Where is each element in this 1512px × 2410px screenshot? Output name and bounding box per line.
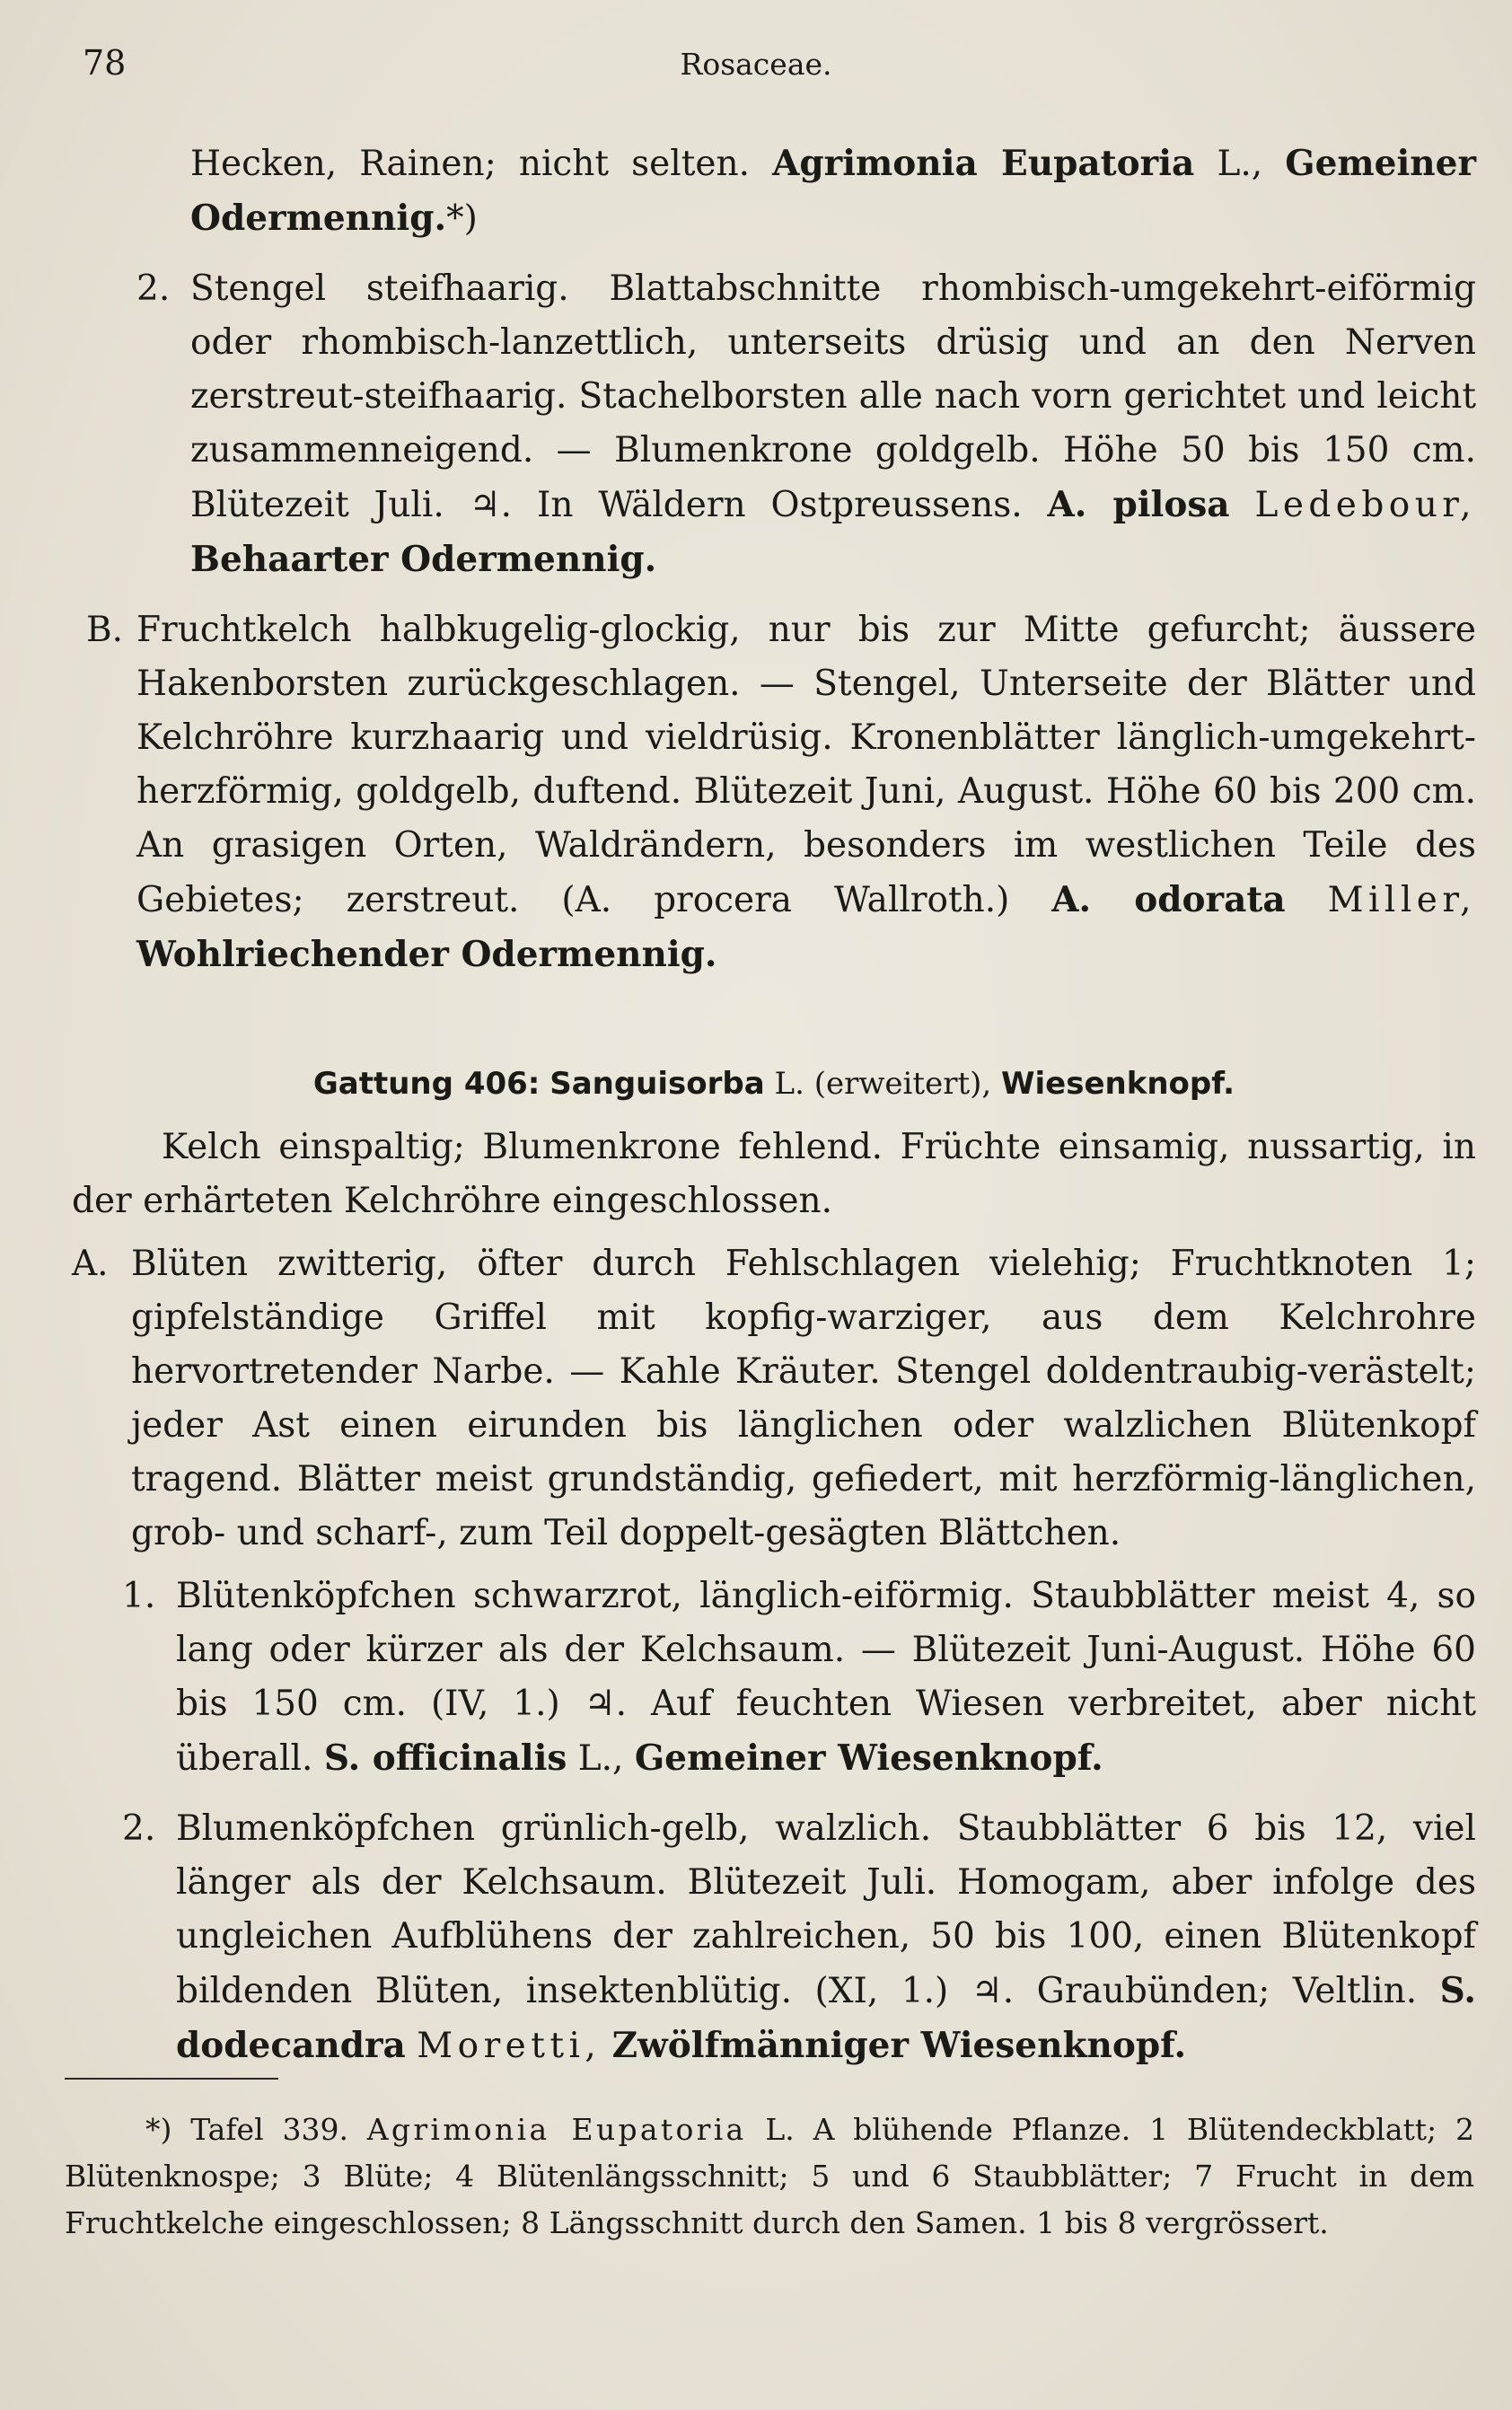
item-label: 2. [136, 268, 171, 309]
key-item-2-pilosa [136, 262, 1476, 587]
item-label: 1. [122, 1576, 156, 1616]
author: L., [577, 1738, 624, 1779]
footnote-plate: Tafel 339. [190, 2112, 348, 2147]
common-name: Gemeiner Odermennig. [190, 143, 1476, 239]
species-name: Agrimonia Eupatoria [772, 143, 1195, 184]
page-number: 78 [83, 43, 127, 83]
footnote-species: Agrimonia Eupatoria [366, 2112, 747, 2147]
footnote-text: L. A blühende Pflanze. 1 Blütendeckblatt; 2 Blütenknospe; 3 Blüte; 4 Blütenlängsschnitt; 5 und 6 Staubblätter; 7 Frucht in dem Fruchtkelche eingeschlossen; 8 Längsschnitt durch den Samen. 1 bis 8 vergrössert. [65, 2112, 1474, 2240]
species-name: S. officinalis [323, 1737, 567, 1779]
genus-description: Kelch einspaltig; Blumenkrone fehlend. Früchte einsamig, nussartig, in der erhärteten Kelchröhre eingeschlossen. [72, 1127, 1476, 1221]
item-text [176, 1802, 1476, 2073]
page-header [0, 43, 1512, 88]
item-text [176, 1570, 1476, 1786]
species-name: S. dodecandra [176, 1970, 1476, 2066]
author: Miller, [1327, 880, 1477, 920]
footnote-marker: *) [145, 2112, 172, 2147]
species-name: A. pilosa [1047, 484, 1230, 525]
genus-common-name: Wiesenknopf. [1001, 1066, 1235, 1102]
genus-heading [72, 1063, 1476, 1104]
key-item-A2-dodecandra [122, 1802, 1476, 2073]
description: Blütenköpfchen schwarzrot, länglich-eiförmig. Staubblätter meist 4, so lang oder kürzer als der Kelchsaum. — Blütezeit Juni-August. Höhe 60 bis 150 cm. (IV, 1.) ♃. Auf feuchten Wiesen verbreitet, aber nicht überall. [176, 1576, 1476, 1779]
item-label: B. [86, 610, 124, 650]
description: Stengel steifhaarig. Blattabschnitte rhombisch-umgekehrt-eiförmig oder rhombisch-lanzettlich, unterseits drüsig und an den Nerven zerstreut-steifhaarig. Stachelborsten alle nach vorn gerichtet und leicht zusammenneigend. — Blumenkrone goldgelb. Höhe 50 bis 150 cm. Blütezeit Juli. ♃. In Wäldern Ostpreussens. [190, 268, 1476, 525]
genus-name: Sanguisorba [549, 1066, 765, 1102]
key-item-A1-officinalis [122, 1570, 1476, 1786]
description: Fruchtkelch halbkugelig-glockig, nur bis zur Mitte gefurcht; äussere Hakenborsten zurückgeschlagen. — Stengel, Unterseite der Blätter und Kelchröhre kurzhaarig und vieldrüsig. Kronenblätter länglich-umgekehrt-herzförmig, goldgelb, duftend. Blütezeit Juni, August. Höhe 60 bis 200 cm. An grasigen Orten, Waldrändern, besonders im westlichen Teile des Gebietes; zerstreut. (A. procera Wallroth.) [136, 610, 1476, 920]
key-item-A [72, 1237, 1476, 1561]
common-name: Behaarter Odermennig. [190, 539, 657, 580]
footnote-marker: *) [446, 198, 478, 239]
common-name: Zwölfmänniger Wiesenknopf. [611, 2025, 1187, 2066]
species-name: A. odorata [1051, 879, 1286, 920]
common-name: Gemeiner Wiesenknopf. [634, 1737, 1103, 1779]
footnote-rule [65, 2078, 278, 2080]
author: Ledebour, [1254, 485, 1476, 525]
common-name: Wohlriechender Odermennig. [136, 934, 717, 975]
author: L., [1217, 144, 1263, 184]
description: Blumenköpfchen grünlich-gelb, walzlich. Staubblätter 6 bis 12, viel länger als der Kelchsaum. Blütezeit Juli. Homogam, aber infolge des ungleichen Aufblühens der zahlreichen, 50 bis 100, einen Blütenkopf bildenden Blüten, insektenblütig. (XI, 1.) ♃. Graubünden; Veltlin. [176, 1808, 1476, 2011]
genus-number: Gattung 406: [312, 1066, 541, 1102]
running-title: Rosaceae. [680, 47, 832, 82]
item-label: 2. [122, 1808, 156, 1849]
page-body [72, 136, 1476, 2073]
key-item-B-odorata [86, 603, 1476, 982]
author: Moretti, [417, 2026, 602, 2066]
continuation-paragraph [136, 136, 1476, 246]
item-text [190, 262, 1476, 587]
item-text: Blüten zwitterig, öfter durch Fehlschlagen vielehig; Fruchtknoten 1; gipfelständige Griffel mit kopfig-warziger, aus dem Kelchrohre hervortretender Narbe. — Kahle Kräuter. Stengel doldentraubig-verästelt; jeder Ast einen eirunden bis länglichen oder walzlichen Blütenkopf tragend. Blätter meist grundständig, gefiedert, mit herzförmig-länglichen, grob- und scharf-, zum Teil doppelt-gesägten Blättchen. [131, 1244, 1476, 1553]
text: Hecken, Rainen; nicht selten. [190, 144, 750, 184]
footnote [65, 2107, 1474, 2247]
item-label: A. [72, 1244, 109, 1284]
item-text [136, 603, 1476, 982]
genus-author: L. (erweitert), [774, 1066, 992, 1102]
